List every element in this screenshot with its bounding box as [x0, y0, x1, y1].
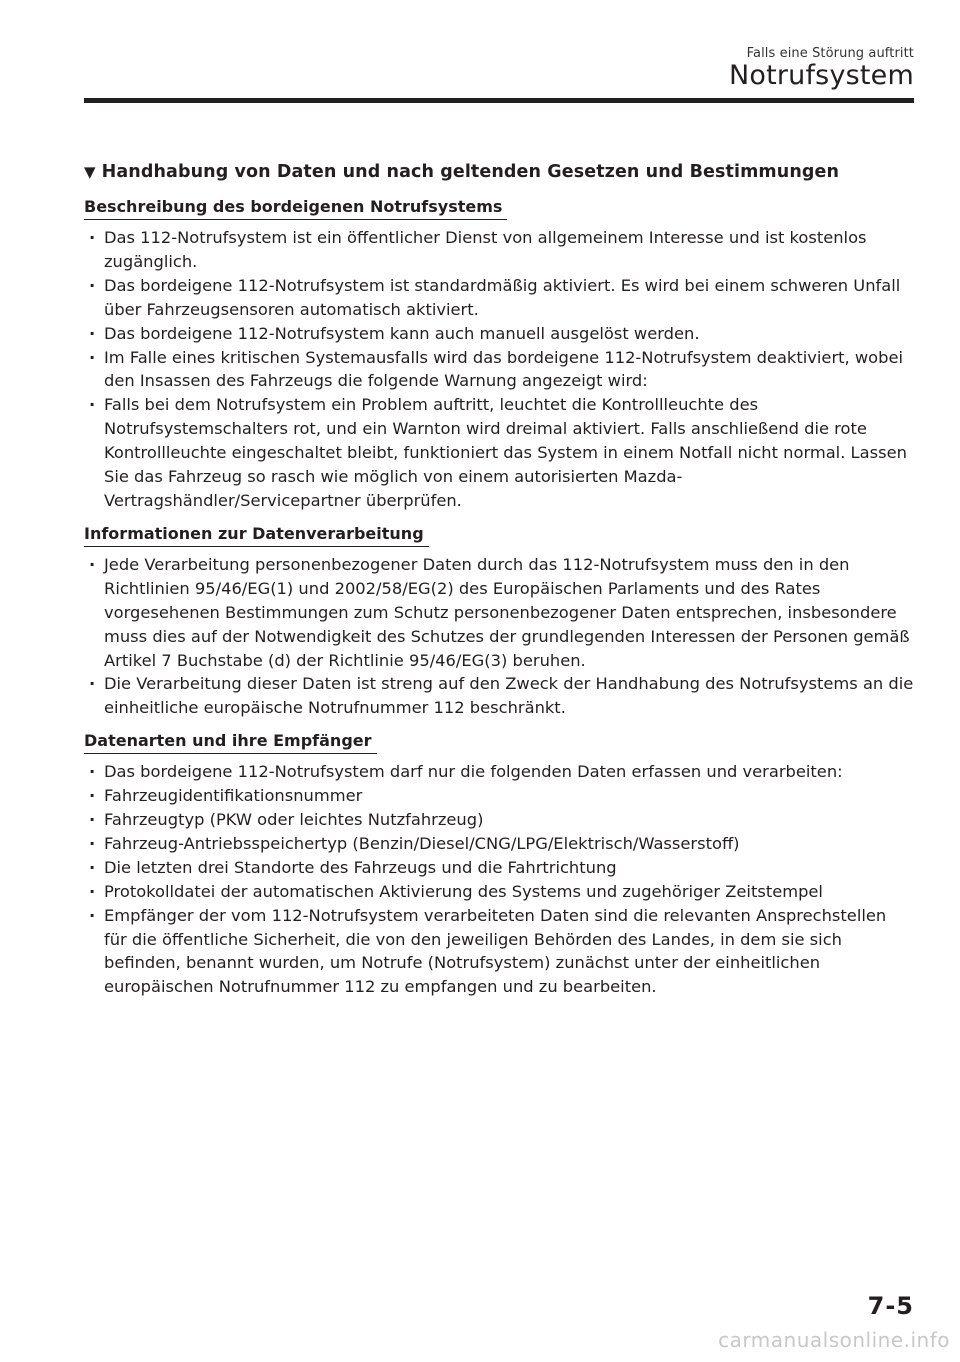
triangle-down-icon: ▼: [84, 163, 96, 181]
subsection-heading: Datenarten und ihre Empfänger: [84, 730, 377, 754]
watermark: carmanualsonline.info: [718, 1328, 950, 1352]
subsection-data-types: [84, 730, 914, 999]
section-title-text: Handhabung von Daten und nach geltenden Gesetzen und Bestimmungen: [101, 162, 840, 182]
bullet-list: [84, 760, 914, 999]
page-number: 7-5: [867, 1292, 914, 1320]
subsection-description: [84, 196, 914, 513]
list-item: · Fahrzeug-Antriebsspeichertyp (Benzin/Diesel/CNG/LPG/Elektrisch/Wasserstoff): [84, 832, 914, 856]
list-item: · Protokolldatei der automatischen Aktivierung des Systems und zugehöriger Zeitstempel: [84, 880, 914, 904]
subsection-data-processing: [84, 523, 914, 720]
list-item: · Das bordeigene 112-Notrufsystem kann auch manuell ausgelöst werden.: [84, 322, 914, 346]
list-item: · Falls bei dem Notrufsystem ein Problem auftritt, leuchtet die Kontrollleuchte des Notrufsystemschalters rot, und ein Warnton wird dreimal aktiviert. Falls anschließend die rote Kontrollleuchte eingeschaltet bleibt, funktioniert das System in einem Notfall nicht normal. Lassen Sie das Fahrzeug so rasch wie möglich von einem autorisierten Mazda-Vertragshändler/Servicepartner überprüfen.: [84, 393, 914, 513]
list-item: · Das bordeigene 112-Notrufsystem ist standardmäßig aktiviert. Es wird bei einem schweren Unfall über Fahrzeugsensoren automatisch aktiviert.: [84, 274, 914, 322]
list-item: · Das 112-Notrufsystem ist ein öffentlicher Dienst von allgemeinem Interesse und ist kostenlos zugänglich.: [84, 226, 914, 274]
section-title: [84, 158, 914, 186]
subsection-heading: Informationen zur Datenverarbeitung: [84, 523, 429, 547]
list-item: · Das bordeigene 112-Notrufsystem darf nur die folgenden Daten erfassen und verarbeiten:: [84, 760, 914, 784]
list-item: · Die Verarbeitung dieser Daten ist streng auf den Zweck der Handhabung des Notrufsystems an die einheitliche europäische Notrufnummer 112 beschränkt.: [84, 672, 914, 720]
list-item: · Fahrzeugidentifikationsnummer: [84, 784, 914, 808]
page-header: [729, 46, 914, 91]
bullet-list: [84, 553, 914, 720]
list-item: · Fahrzeugtyp (PKW oder leichtes Nutzfahrzeug): [84, 808, 914, 832]
bullet-list: [84, 226, 914, 513]
page-content: [84, 158, 914, 1009]
header-divider: [84, 98, 914, 103]
header-section-label: Falls eine Störung auftritt: [746, 46, 914, 61]
list-item: · Empfänger der vom 112-Notrufsystem verarbeiteten Daten sind die relevanten Ansprechstellen für die öffentliche Sicherheit, die von den jeweiligen Behörden des Landes, in dem sie sich befinden, benannt wurden, um Notrufe (Notrufsystem) zunächst unter der einheitlichen europäischen Notrufnummer 112 zu empfangen und zu bearbeiten.: [84, 904, 914, 1000]
list-item: · Im Falle eines kritischen Systemausfalls wird das bordeigene 112-Notrufsystem deaktiviert, wobei den Insassen des Fahrzeugs die folgende Warnung angezeigt wird:: [84, 346, 914, 394]
list-item: · Jede Verarbeitung personenbezogener Daten durch das 112-Notrufsystem muss den in den Richtlinien 95/46/EG(1) und 2002/58/EG(2) des Europäischen Parlaments und des Rates vorgesehenen Bestimmungen zum Schutz personenbezogener Daten entsprechen, insbesondere muss dies auf der Notwendigkeit des Schutzes der grundlegenden Interessen der Personen gemäß Artikel 7 Buchstabe (d) der Richtlinie 95/46/EG(3) beruhen.: [84, 553, 914, 673]
list-item: · Die letzten drei Standorte des Fahrzeugs und die Fahrtrichtung: [84, 856, 914, 880]
subsection-heading: Beschreibung des bordeigenen Notrufsystems: [84, 196, 507, 220]
header-title: Notrufsystem: [728, 60, 914, 91]
